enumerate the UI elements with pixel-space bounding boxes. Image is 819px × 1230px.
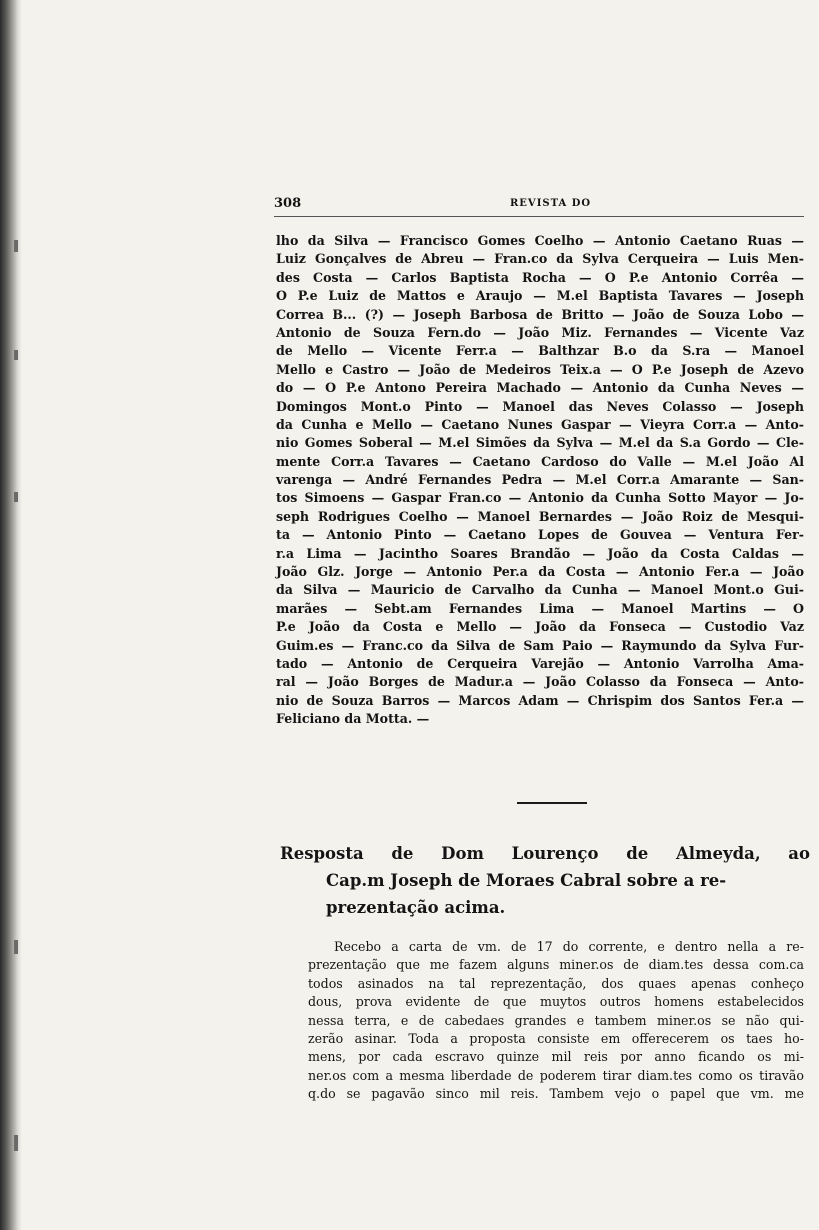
text-line: do — O P.e Antono Pereira Machado — Antonio da Cunha Neves —: [276, 380, 804, 396]
text-line: Correa B... (?) — Joseph Barbosa de Britto — João de Souza Lobo —: [276, 306, 804, 322]
title-line: Resposta de Dom Lourenço de Almeyda, ao: [280, 844, 810, 863]
running-head: REVISTA DO: [510, 198, 592, 209]
text-line: da Silva — Mauricio de Carvalho da Cunha — Manoel Mont.o Gui-: [276, 582, 804, 598]
text-line: r.a Lima — Jacintho Soares Brandão — João da Costa Caldas —: [276, 545, 804, 561]
text-line: Domingos Mont.o Pinto — Manoel das Neves Colasso — Joseph: [276, 398, 804, 414]
text-line: seph Rodrigues Coelho — Manoel Bernardes — João Roiz de Mesqui-: [276, 508, 804, 524]
text-line: zerão asinar. Toda a proposta consiste em offerecerem os taes ho-: [308, 1030, 804, 1046]
text-line: P.e João da Costa e Mello — João da Fonseca — Custodio Vaz: [276, 619, 804, 635]
margin-mark: [14, 240, 18, 252]
text-line: varenga — André Fernandes Pedra — M.el Corr.a Amarante — San-: [276, 472, 804, 488]
text-line: todos asinados na tal reprezentação, dos quaes apenas conheço: [308, 975, 804, 991]
text-line: Recebo a carta de vm. de 17 do corrente, e dentro nella a re-: [334, 939, 804, 954]
text-line: q.do se pagavão sinco mil reis. Tambem vejo o papel que vm. me: [308, 1086, 804, 1102]
text-line: Antonio de Souza Fern.do — João Miz. Fernandes — Vicente Vaz: [276, 324, 804, 340]
margin-mark: [14, 940, 18, 954]
text-line: prezentação que me fazem alguns miner.os de diam.tes dessa com.ca: [308, 957, 804, 973]
page-number: 308: [274, 196, 302, 211]
text-line: nio de Souza Barros — Marcos Adam — Chrispim dos Santos Fer.a —: [276, 692, 804, 708]
text-line: Feliciano da Motta. —: [276, 711, 430, 727]
text-line: lho da Silva — Francisco Gomes Coelho — Antonio Caetano Ruas —: [276, 233, 804, 248]
text-line: João Glz. Jorge — Antonio Per.a da Costa — Antonio Fer.a — João: [276, 564, 804, 580]
letter-text: [308, 938, 804, 1104]
section-title: [280, 840, 810, 921]
text-line: ral — João Borges de Madur.a — João Colasso da Fonseca — Anto-: [276, 674, 804, 690]
text-line: de Mello — Vicente Ferr.a — Balthzar B.o da S.ra — Manoel: [276, 343, 804, 359]
signatory-list: [276, 232, 804, 729]
margin-mark: [14, 350, 18, 360]
text-line: Luiz Gonçalves de Abreu — Fran.co da Sylva Cerqueira — Luis Men-: [276, 251, 804, 267]
text-line: mens, por cada escravo quinze mil reis por anno ficando os mi-: [308, 1049, 804, 1065]
text-line: Mello e Castro — João de Medeiros Teix.a — O P.e Joseph de Azevo: [276, 361, 804, 377]
text-line: nessa terra, e de cabedaes grandes e tambem miner.os se não qui-: [308, 1012, 804, 1028]
text-line: dous, prova evidente de que muytos outros homens estabelecidos: [308, 994, 804, 1010]
title-line: prezentação acima.: [326, 898, 506, 917]
text-line: da Cunha e Mello — Caetano Nunes Gaspar — Vieyra Corr.a — Anto-: [276, 416, 804, 432]
margin-mark: [14, 492, 18, 502]
title-line: Cap.m Joseph de Moraes Cabral sobre a re-: [326, 871, 727, 890]
text-line: marães — Sebt.am Fernandes Lima — Manoel Martins — O: [276, 600, 804, 616]
text-line: nio Gomes Soberal — M.el Simões da Sylva — M.el da S.a Gordo — Cle-: [276, 435, 804, 451]
book-binding-edge: [0, 0, 22, 1230]
text-line: mente Corr.a Tavares — Caetano Cardoso do Valle — M.el João Al: [276, 453, 804, 469]
text-line: O P.e Luiz de Mattos e Araujo — M.el Baptista Tavares — Joseph: [276, 288, 804, 304]
page-header: [274, 196, 804, 217]
page: [22, 0, 819, 1230]
section-divider: [517, 802, 587, 804]
text-line: tado — Antonio de Cerqueira Varejão — Antonio Varrolha Ama-: [276, 655, 804, 671]
text-line: Guim.es — Franc.co da Silva de Sam Paio — Raymundo da Sylva Fur-: [276, 637, 804, 653]
text-line: ner.os com a mesma liberdade de poderem tirar diam.tes como os tiravão: [308, 1067, 804, 1083]
text-line: ta — Antonio Pinto — Caetano Lopes de Gouvea — Ventura Fer-: [276, 527, 804, 543]
margin-mark: [14, 1135, 18, 1151]
text-line: des Costa — Carlos Baptista Rocha — O P.e Antonio Corrêa —: [276, 269, 804, 285]
text-line: tos Simoens — Gaspar Fran.co — Antonio da Cunha Sotto Mayor — Jo-: [276, 490, 804, 506]
